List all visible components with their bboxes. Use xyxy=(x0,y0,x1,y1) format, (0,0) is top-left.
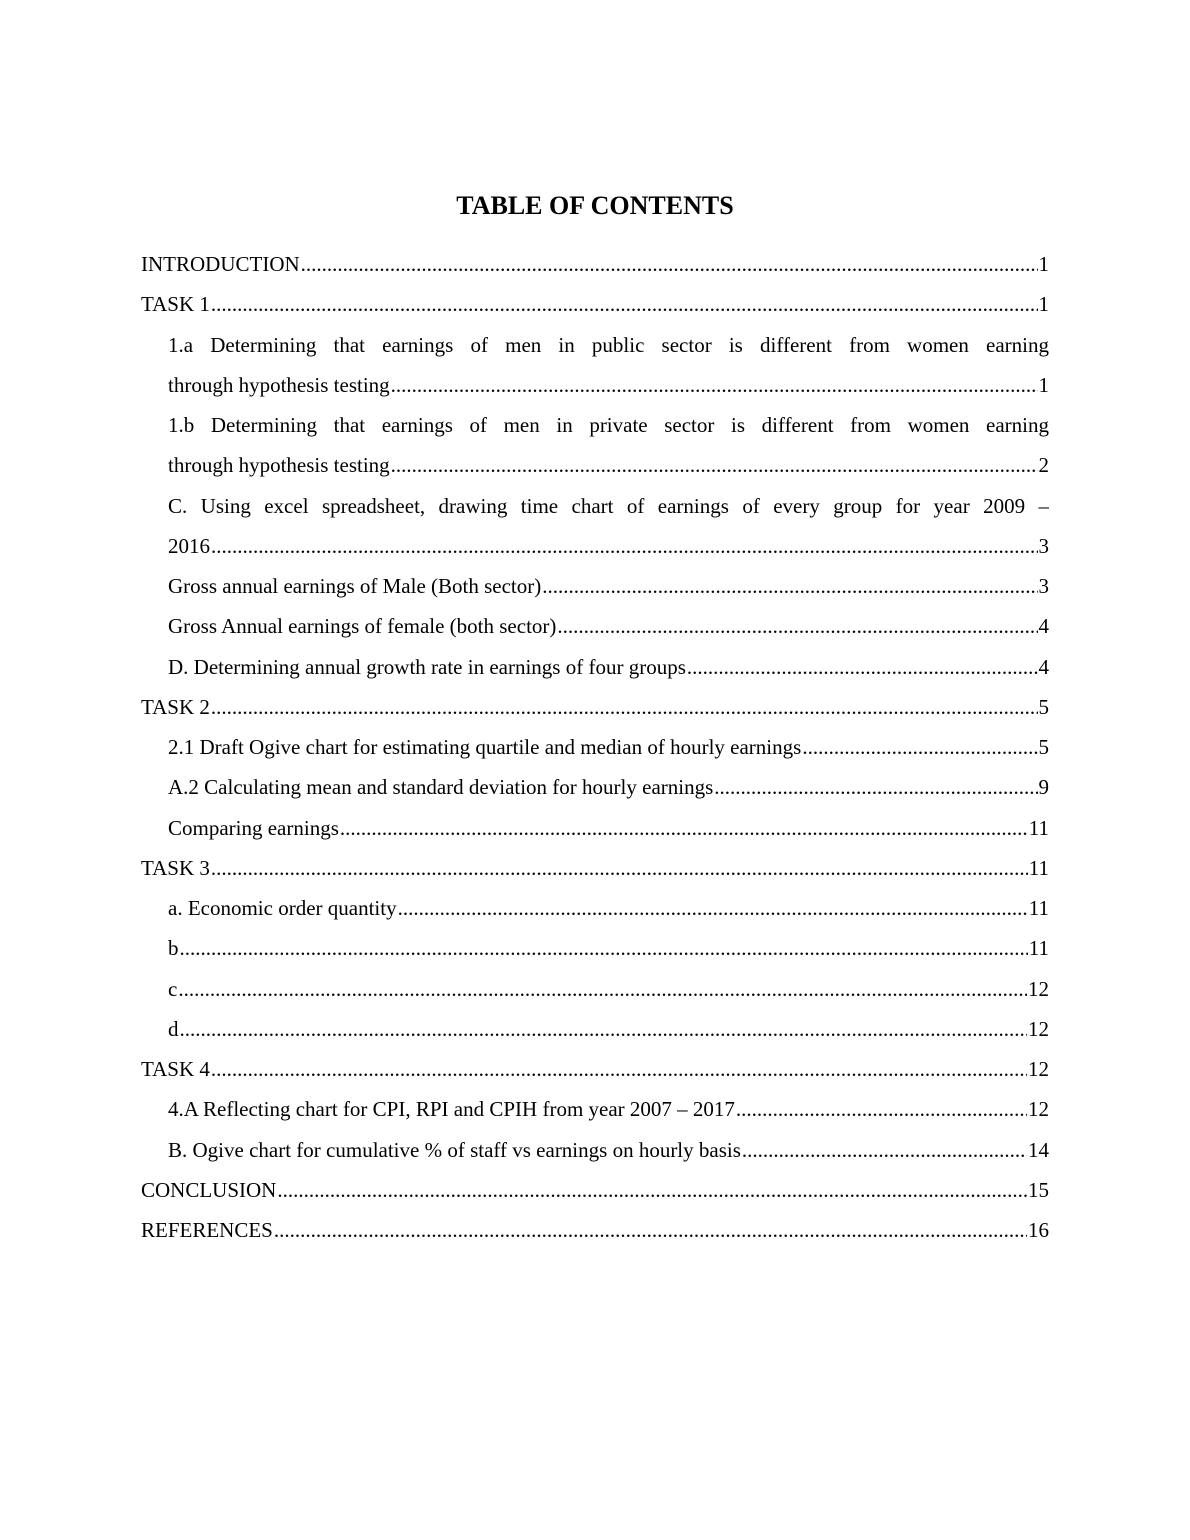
toc-entry-subsection[interactable] xyxy=(168,969,1049,1009)
toc-entry-line xyxy=(141,244,1049,284)
dot-leader xyxy=(211,848,1028,888)
toc-entry-subsection[interactable] xyxy=(168,808,1049,848)
toc-entry-subsection[interactable] xyxy=(168,888,1049,928)
toc-entry-section[interactable] xyxy=(141,284,1049,324)
toc-page-number: 4 xyxy=(1038,654,1049,679)
toc-entry-line xyxy=(168,606,1049,646)
toc-entry-section[interactable] xyxy=(141,687,1049,727)
toc-entry-text: 2016 xyxy=(168,533,210,558)
toc-title: TABLE OF CONTENTS xyxy=(456,191,734,220)
dot-leader xyxy=(398,888,1028,928)
toc-entry-section[interactable] xyxy=(141,244,1049,284)
toc-entry-line xyxy=(168,969,1049,1009)
toc-entry-section[interactable] xyxy=(141,1210,1049,1250)
toc-page-number: 16 xyxy=(1028,1218,1049,1242)
toc-entry-subsection[interactable] xyxy=(168,767,1049,807)
toc-page-number: 14 xyxy=(1028,1137,1049,1162)
toc-entry-line xyxy=(168,1130,1049,1170)
dot-leader xyxy=(542,566,1037,606)
toc-entry-text: D. Determining annual growth rate in earnings of four groups xyxy=(168,654,686,679)
toc-entry-text: B. Ogive chart for cumulative % of staff vs earnings on hourly basis xyxy=(168,1137,741,1162)
toc-entry-section[interactable] xyxy=(141,1170,1049,1210)
toc-entry-text: c xyxy=(168,976,178,1001)
toc-page-number: 3 xyxy=(1038,533,1049,558)
dot-leader xyxy=(211,284,1038,324)
toc-entry-text: b xyxy=(168,936,179,961)
dot-leader xyxy=(180,928,1028,968)
dot-leader xyxy=(340,808,1028,848)
toc-entry-line xyxy=(168,445,1049,485)
dot-leader xyxy=(557,606,1037,646)
toc-entry-line xyxy=(168,808,1049,848)
toc-page-number: 1 xyxy=(1038,292,1049,317)
dot-leader xyxy=(714,767,1037,807)
toc-entry-text-line: 1.b Determining that earnings of men in private sector is different from women earning xyxy=(168,413,1049,437)
dot-leader xyxy=(211,1049,1027,1089)
toc-entry-line xyxy=(141,1210,1049,1250)
toc-entry-subsection[interactable] xyxy=(168,1130,1049,1170)
toc-entry-line xyxy=(141,1170,1049,1210)
dot-leader xyxy=(742,1130,1027,1170)
toc-entry-line xyxy=(141,687,1049,727)
toc-entry-line xyxy=(168,526,1049,566)
toc-entry-line xyxy=(168,767,1049,807)
dot-leader xyxy=(180,1009,1028,1049)
toc-entry-section[interactable] xyxy=(141,848,1049,888)
toc-entry-text: 4.A Reflecting chart for CPI, RPI and CPIH from year 2007 – 2017 xyxy=(168,1097,735,1122)
toc-entry-text: a. Economic order quantity xyxy=(168,896,397,920)
dot-leader xyxy=(178,969,1027,1009)
toc-entry-line xyxy=(168,1089,1049,1129)
toc-page-number: 1 xyxy=(1038,372,1049,397)
toc-entry-subsection[interactable] xyxy=(168,606,1049,646)
toc-entry-subsection[interactable] xyxy=(168,1009,1049,1049)
toc-entry-subsection[interactable] xyxy=(168,928,1049,968)
dot-leader xyxy=(736,1089,1027,1129)
dot-leader xyxy=(391,445,1038,485)
toc-entry-text: TASK 2 xyxy=(141,694,210,719)
dot-leader xyxy=(274,1210,1027,1250)
dot-leader xyxy=(211,687,1038,727)
toc-page-number: 11 xyxy=(1028,896,1049,920)
toc-entry-text-line: 1.a Determining that earnings of men in public sector is different from women earning xyxy=(168,332,1049,357)
toc-entry-subsection[interactable] xyxy=(168,325,1049,406)
toc-page-number: 11 xyxy=(1028,936,1049,961)
dot-leader xyxy=(211,526,1038,566)
toc-page-number: 1 xyxy=(1038,252,1049,276)
toc-entry-subsection[interactable] xyxy=(168,1089,1049,1129)
dot-leader xyxy=(277,1170,1027,1210)
toc-entry-line xyxy=(141,848,1049,888)
toc-entry-line xyxy=(168,888,1049,928)
toc-entry-text: d xyxy=(168,1016,179,1041)
toc-entry-text: Gross Annual earnings of female (both sector) xyxy=(168,614,557,639)
toc-entry-line xyxy=(168,727,1049,767)
dot-leader xyxy=(391,365,1038,405)
toc-entry-subsection[interactable] xyxy=(168,727,1049,767)
toc-entry-text: Comparing earnings xyxy=(168,815,339,840)
toc-entry-text: 2.1 Draft Ogive chart for estimating quartile and median of hourly earnings xyxy=(168,735,802,759)
toc-entry-text-line: C. Using excel spreadsheet, drawing time chart of earnings of every group for year 2009 – xyxy=(168,493,1049,518)
toc-entry-line xyxy=(141,1049,1049,1089)
toc-page-number: 4 xyxy=(1038,614,1049,639)
toc-page-number: 2 xyxy=(1038,453,1049,478)
toc-entry-text: TASK 1 xyxy=(141,292,210,317)
toc-page-number: 5 xyxy=(1038,735,1049,759)
toc-entry-line xyxy=(141,284,1049,324)
toc-entry-line xyxy=(168,1009,1049,1049)
toc-entry-subsection[interactable] xyxy=(168,566,1049,606)
toc-page-number: 12 xyxy=(1028,1057,1049,1081)
toc-entry-line xyxy=(168,566,1049,606)
toc-page-number: 15 xyxy=(1028,1177,1049,1202)
toc-entry-text: TASK 3 xyxy=(141,855,210,880)
toc-page-number: 5 xyxy=(1038,694,1049,719)
toc-entry-subsection[interactable] xyxy=(168,405,1049,486)
toc-entry-text: through hypothesis testing xyxy=(168,453,390,478)
toc-entry-line xyxy=(168,928,1049,968)
toc-list xyxy=(141,244,1049,1250)
toc-entry-line xyxy=(168,365,1049,405)
dot-leader xyxy=(301,244,1038,284)
toc-entry-line xyxy=(168,647,1049,687)
toc-page-number: 12 xyxy=(1028,976,1049,1001)
dot-leader xyxy=(687,647,1038,687)
toc-entry-text: INTRODUCTION xyxy=(141,252,300,276)
dot-leader xyxy=(802,727,1037,767)
toc-entry-text: REFERENCES xyxy=(141,1218,273,1242)
toc-page-number: 3 xyxy=(1038,574,1049,598)
toc-entry-text: TASK 4 xyxy=(141,1057,210,1081)
toc-page-number: 12 xyxy=(1028,1097,1049,1122)
toc-page-number: 9 xyxy=(1038,775,1049,800)
toc-entry-subsection[interactable] xyxy=(168,647,1049,687)
toc-entry-text: through hypothesis testing xyxy=(168,372,390,397)
toc-entry-subsection[interactable] xyxy=(168,486,1049,567)
toc-entry-text: A.2 Calculating mean and standard deviation for hourly earnings xyxy=(168,775,714,800)
toc-page-number: 12 xyxy=(1028,1016,1049,1041)
toc-page-number: 11 xyxy=(1028,815,1049,840)
toc-entry-text: CONCLUSION xyxy=(141,1177,277,1202)
toc-entry-text: Gross annual earnings of Male (Both sector) xyxy=(168,574,542,598)
toc-page-number: 11 xyxy=(1028,855,1049,880)
toc-entry-section[interactable] xyxy=(141,1049,1049,1089)
